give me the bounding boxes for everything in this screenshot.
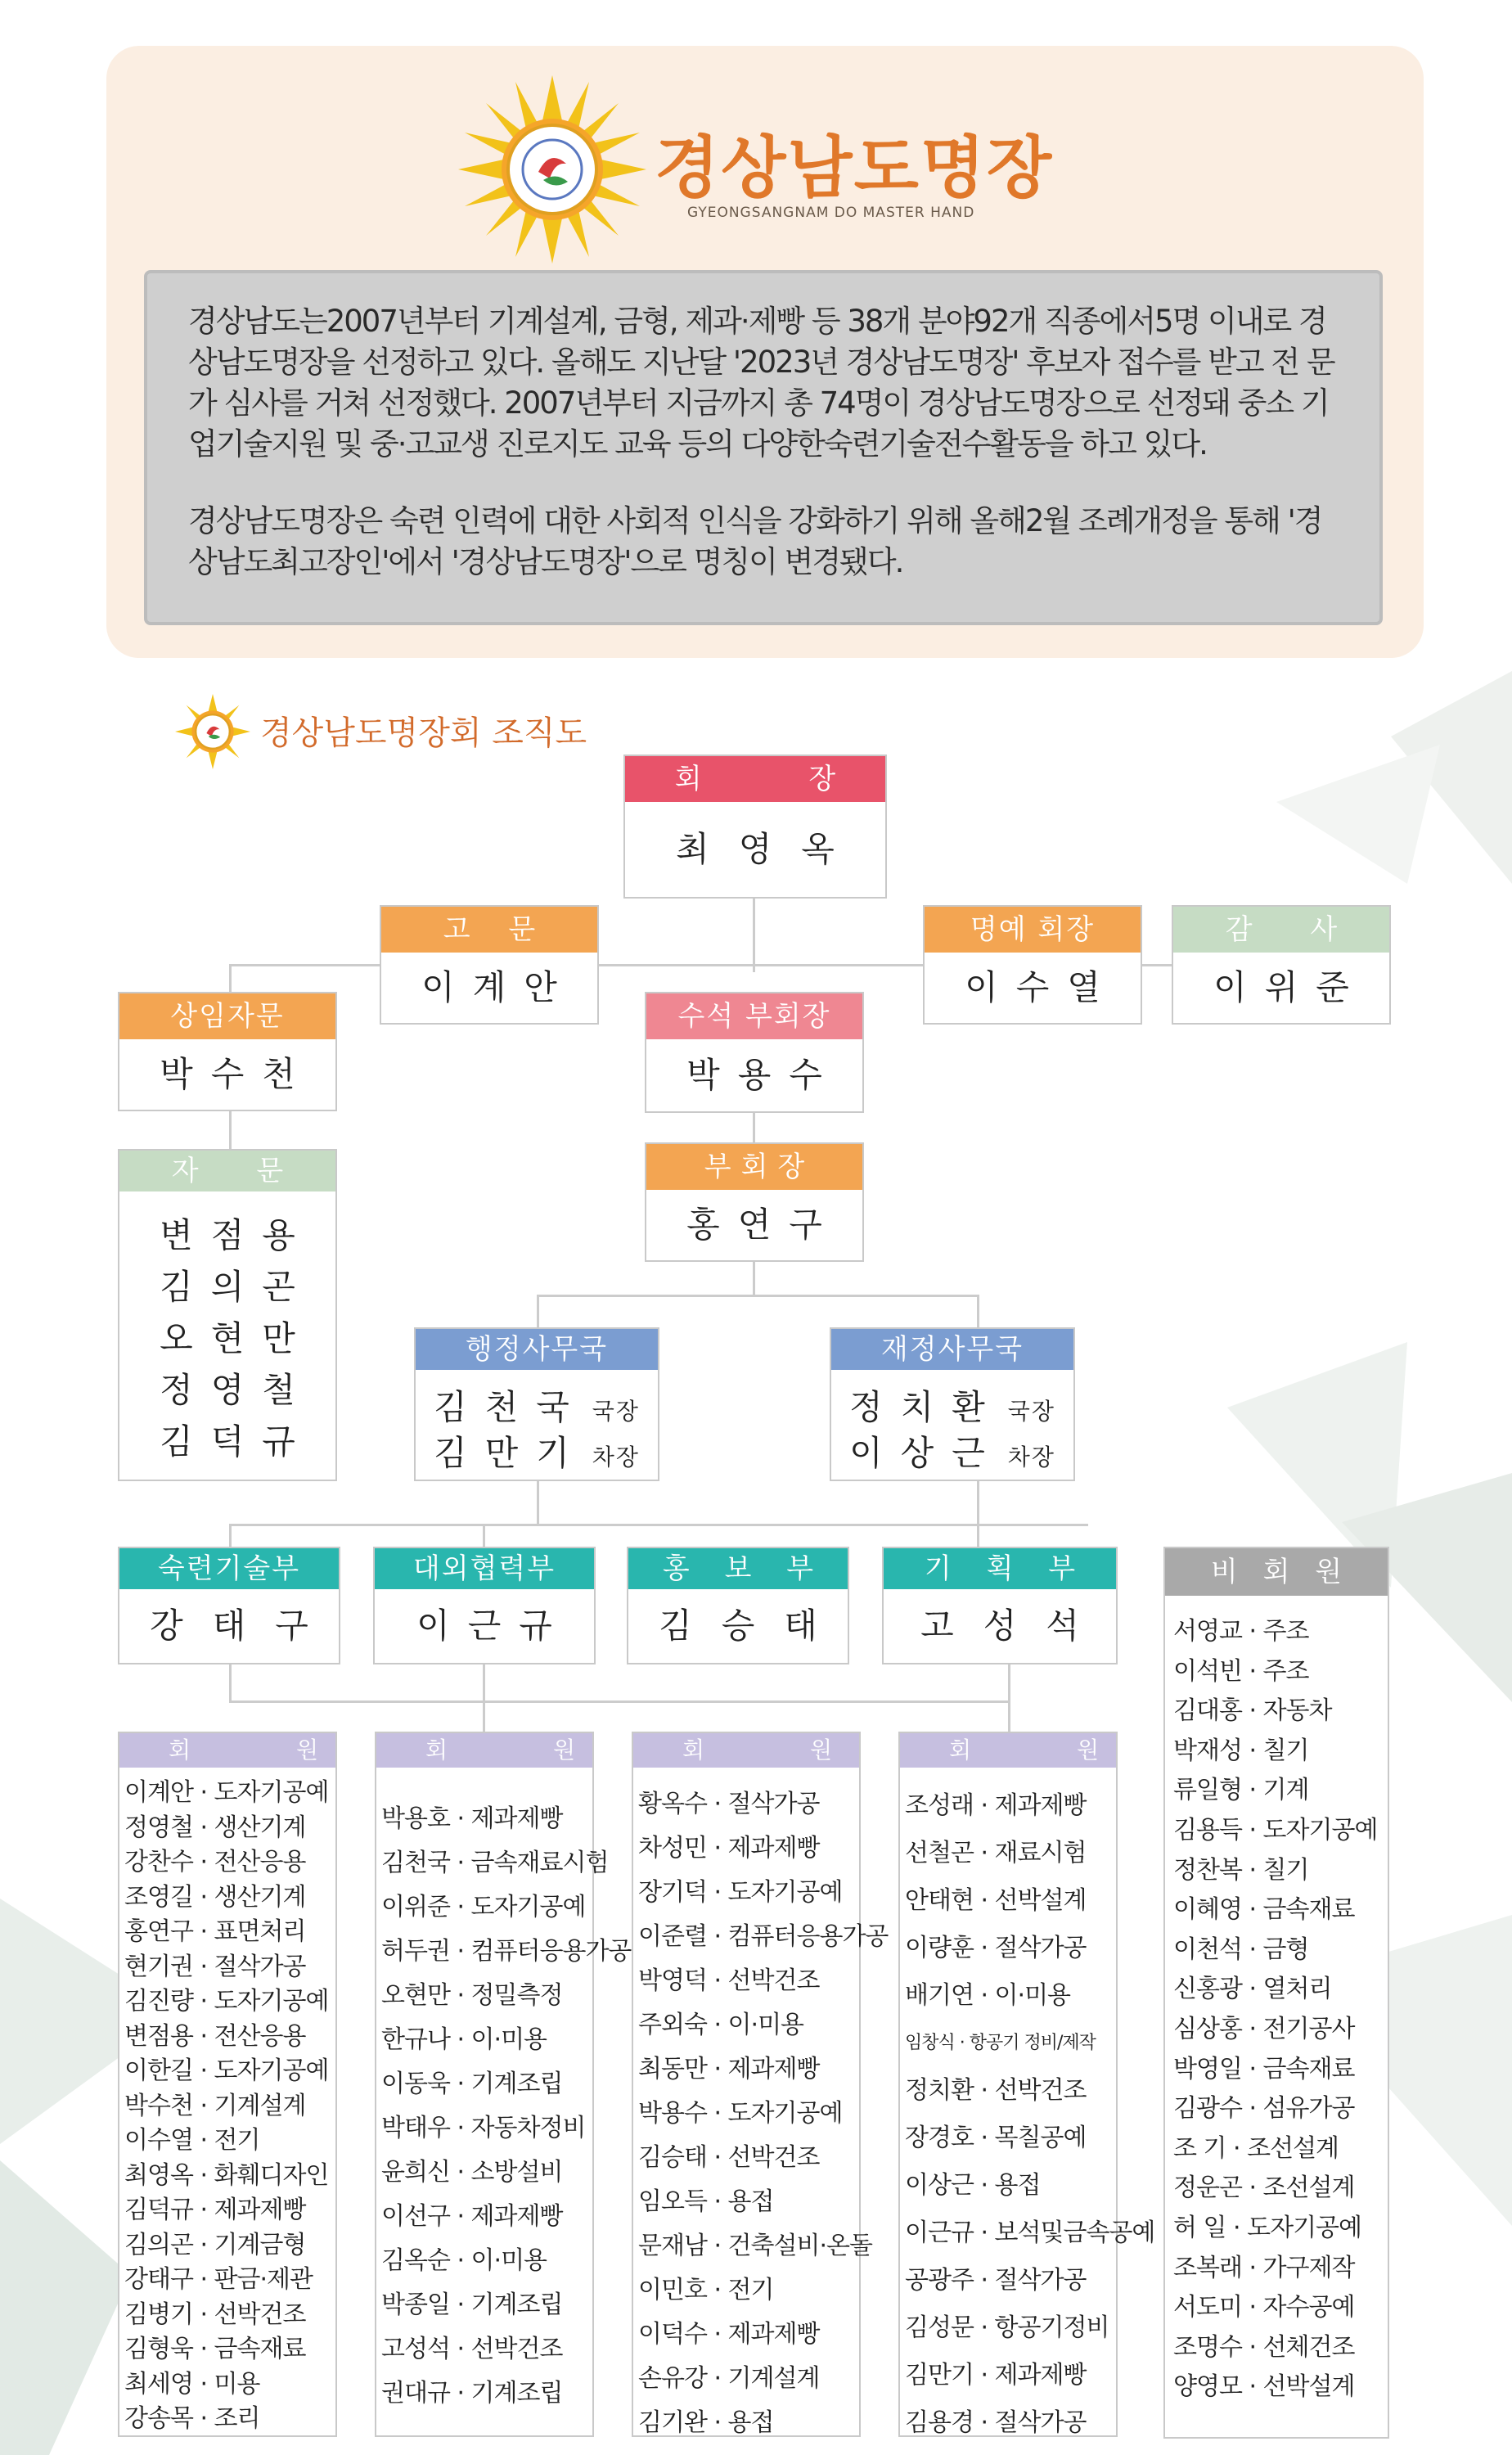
advisor-box — [380, 905, 599, 1025]
counsel-name: 변점용 — [160, 1215, 313, 1255]
member-entry: 주외숙 · 이·미용 — [638, 2011, 804, 2039]
member-entry: 조복래 · 가구제작 — [1173, 2253, 1355, 2282]
admin-office-member — [416, 1385, 658, 1430]
member-entry: 서도미 · 자수공예 — [1173, 2293, 1355, 2322]
member-entry: 김만기 · 제과제빵 — [905, 2361, 1087, 2390]
member-entry: 박용호 · 제과제빵 — [381, 1804, 563, 1833]
member-role: 차장 — [1007, 1444, 1055, 1471]
member-entry: 이위준 · 도자기공예 — [381, 1893, 586, 1921]
auditor-title: 감 사 — [1173, 907, 1389, 953]
member-entry: 배기연 · 이·미용 — [905, 1981, 1071, 2010]
connector-line — [229, 1111, 232, 1151]
member-entry: 이천석 · 금형 — [1173, 1935, 1309, 1964]
member-entry: 허 일 · 도자기공예 — [1173, 2213, 1362, 2242]
counsel-name: 김덕규 — [160, 1421, 313, 1462]
member-entry: 허두권 · 컴퓨터응용가공 — [381, 1937, 632, 1966]
member-entry: 이혜영 · 금속재료 — [1173, 1895, 1355, 1925]
member-entry: 이덕수 · 제과제빵 — [638, 2320, 820, 2349]
members-list — [119, 1776, 335, 2437]
member-entry: 정치환 · 선박건조 — [905, 2076, 1087, 2105]
finance-office-box — [830, 1327, 1075, 1481]
member-entry: 서영교 · 주조 — [1173, 1617, 1309, 1646]
counsel-box — [118, 1149, 337, 1481]
members-column — [118, 1732, 367, 2437]
member-name: 이상근 — [849, 1433, 1003, 1473]
department-head: 김승태 — [659, 1606, 847, 1646]
member-entry: 김형욱 · 금속재료 — [124, 2335, 306, 2363]
small-sun-emblem-icon — [175, 694, 250, 769]
member-entry: 현기권 · 절삭가공 — [124, 1952, 306, 1981]
member-entry: 손유강 · 기계설계 — [638, 2364, 820, 2393]
advisor-name: 이계안 — [421, 967, 575, 1007]
non-members-title: 비 회 원 — [1165, 1548, 1388, 1596]
connector-line — [753, 1260, 755, 1296]
department-head: 강태구 — [150, 1606, 338, 1646]
intro-line: 가 심사를 거쳐 선정했다. 2007년부터 지금까지 총 74명이 경상남도명장으로 선정돼 중소 기 — [188, 385, 1329, 421]
department-box — [882, 1547, 1118, 1664]
finance-office-member — [831, 1430, 1073, 1476]
member-entry: 고성석 · 선박건조 — [381, 2335, 563, 2363]
member-entry: 김옥순 · 이·미용 — [381, 2246, 547, 2275]
member-entry: 김의곤 · 기계금형 — [124, 2230, 306, 2259]
department-title: 숙련기술부 — [119, 1548, 339, 1589]
member-entry: 최동만 · 제과제빵 — [638, 2055, 820, 2083]
member-name: 정치환 — [849, 1387, 1003, 1427]
intro-line: 업기술지원 및 중·고교생 진로지도 교육 등의 다양한숙련기술전수활동을 하고 있다. — [188, 426, 1207, 462]
counsel-name: 정영철 — [160, 1370, 313, 1410]
members-title: 회 원 — [633, 1733, 859, 1768]
finance-office-member — [831, 1385, 1073, 1430]
member-entry: 변점용 · 전산응용 — [124, 2021, 306, 2051]
member-entry: 박종일 · 기계조립 — [381, 2291, 563, 2319]
member-entry: 조명수 · 선체건조 — [1173, 2332, 1355, 2362]
member-entry: 선철곤 · 재료시험 — [905, 1839, 1087, 1867]
member-entry: 정찬복 · 칠기 — [1173, 1855, 1309, 1885]
member-entry: 강찬수 · 전산응용 — [124, 1848, 306, 1876]
members-list — [376, 1797, 632, 2416]
member-entry: 강태구 · 판금·제관 — [124, 2265, 313, 2294]
member-entry: 조영길 · 생산기계 — [124, 1882, 306, 1912]
org-chart-title: 경상남도명장회 조직도 — [260, 714, 587, 752]
member-entry: 박태우 · 자동차정비 — [381, 2114, 586, 2142]
member-entry: 이계안 · 도자기공예 — [124, 1778, 329, 1807]
advisor-title: 고 문 — [381, 907, 597, 953]
member-entry: 박영일 · 금속재료 — [1173, 2054, 1355, 2083]
member-entry: 조 기 · 조선설계 — [1173, 2133, 1339, 2163]
member-entry: 조성래 · 제과제빵 — [905, 1791, 1087, 1820]
intro-text-box — [144, 270, 1383, 625]
connector-line — [1008, 1663, 1010, 1735]
member-entry: 박재성 · 칠기 — [1173, 1736, 1309, 1765]
members-list — [900, 1782, 1155, 2447]
connector-line — [977, 1295, 979, 1329]
member-entry: 정운곤 · 조선설계 — [1173, 2173, 1355, 2203]
vp-name: 홍연구 — [686, 1205, 840, 1245]
member-entry: 이동욱 · 기계조립 — [381, 2070, 563, 2098]
auditor-name: 이위준 — [1213, 967, 1367, 1007]
member-entry: 김덕규 · 제과제빵 — [124, 2196, 306, 2224]
connector-line — [229, 1524, 1088, 1526]
member-entry: 이준렬 · 컴퓨터응용가공 — [638, 1922, 889, 1951]
department-title: 홍 보 부 — [628, 1548, 848, 1589]
honorary-title: 명예 회장 — [925, 907, 1141, 953]
connector-line — [537, 1295, 979, 1297]
department-title: 대외협력부 — [375, 1548, 594, 1589]
admin-office-member — [416, 1430, 658, 1476]
senior-vp-box — [645, 992, 864, 1113]
senior-vp-title: 수석 부회장 — [646, 993, 862, 1039]
member-entry: 이량훈 · 절삭가공 — [905, 1934, 1087, 1962]
member-entry: 윤희신 · 소방설비 — [381, 2158, 563, 2187]
member-entry: 박수천 · 기계설계 — [124, 2091, 306, 2120]
member-entry: 오현만 · 정밀측정 — [381, 1981, 563, 2010]
auditor-box — [1172, 905, 1391, 1025]
members-title: 회 원 — [900, 1733, 1116, 1768]
counsel-title: 자 문 — [119, 1151, 335, 1191]
members-column — [375, 1732, 632, 2437]
president-box — [623, 755, 887, 899]
member-entry: 장기덕 · 도자기공예 — [638, 1878, 843, 1907]
member-entry: 임오득 · 용접 — [638, 2187, 774, 2216]
member-entry: 류일형 · 기계 — [1173, 1776, 1309, 1805]
member-entry: 권대규 · 기계조립 — [381, 2379, 563, 2408]
member-entry: 박용수 · 도자기공예 — [638, 2099, 843, 2128]
member-entry: 최영옥 · 화훼디자인 — [124, 2160, 329, 2190]
member-entry: 김병기 · 선박건조 — [124, 2300, 306, 2329]
member-name: 김만기 — [434, 1433, 587, 1473]
members-column — [632, 1732, 889, 2437]
vp-title: 부회장 — [646, 1144, 862, 1190]
department-box — [118, 1547, 340, 1664]
honorary-president-box — [923, 905, 1142, 1025]
member-entry: 이상근 · 용접 — [905, 2171, 1041, 2200]
member-entry: 임창식 · 항공기 정비/제작 — [905, 2033, 1096, 2053]
department-box — [373, 1547, 596, 1664]
members-title: 회 원 — [119, 1733, 335, 1768]
member-entry: 정영철 · 생산기계 — [124, 1813, 306, 1842]
member-entry: 이민호 · 전기 — [638, 2276, 774, 2304]
connector-line — [537, 1480, 539, 1525]
non-members-list — [1165, 1612, 1388, 2408]
department-head: 이근규 — [416, 1606, 570, 1646]
finance-office-title: 재정사무국 — [831, 1329, 1073, 1370]
member-entry: 김대홍 · 자동차 — [1173, 1696, 1332, 1726]
member-entry: 양영모 · 선박설계 — [1173, 2372, 1355, 2402]
member-entry: 장경호 · 목칠공예 — [905, 2124, 1087, 2152]
member-entry: 김광수 · 섬유가공 — [1173, 2094, 1355, 2124]
member-entry: 이수열 · 전기 — [124, 2126, 260, 2155]
members-list — [633, 1782, 889, 2445]
non-members-column — [1163, 1547, 1389, 2439]
president-name: 최영옥 — [676, 829, 864, 869]
connector-line — [229, 1700, 1010, 1703]
member-entry: 황옥수 · 절삭가공 — [638, 1790, 820, 1818]
vp-box — [645, 1142, 864, 1262]
member-entry: 김승태 · 선박건조 — [638, 2143, 820, 2172]
member-entry: 안태현 · 선박설계 — [905, 1886, 1087, 1915]
intro-line: 경상남도는2007년부터 기계설계, 금형, 제과·제빵 등 38개 분야92개 직종에서5명 이내로 경 — [188, 304, 1326, 339]
intro-line: 상남도최고장인'에서 '경상남도명장'으로 명칭이 변경됐다. — [188, 544, 903, 579]
member-entry: 최세영 · 미용 — [124, 2369, 260, 2399]
member-entry: 김천국 · 금속재료시험 — [381, 1849, 609, 1877]
standing-advisor-name: 박수천 — [160, 1054, 313, 1094]
member-entry: 차성민 · 제과제빵 — [638, 1834, 820, 1863]
member-entry: 이근규 · 보석및금속공예 — [905, 2219, 1155, 2247]
intro-line: 경상남도명장은 숙련 인력에 대한 사회적 인식을 강화하기 위해 올해2월 조례개정을 통해 '경 — [188, 503, 1322, 538]
member-entry: 김성문 · 항공기정비 — [905, 2313, 1109, 2342]
member-entry: 한규나 · 이·미용 — [381, 2025, 547, 2054]
honorary-name: 이수열 — [965, 967, 1118, 1007]
member-entry: 김용경 · 절삭가공 — [905, 2408, 1087, 2437]
standing-advisor-title: 상임자문 — [119, 993, 335, 1039]
member-entry: 심상홍 · 전기공사 — [1173, 2014, 1355, 2043]
member-entry: 문재남 · 건축설비·온돌 — [638, 2232, 872, 2260]
department-box — [627, 1547, 849, 1664]
member-role: 차장 — [592, 1444, 640, 1471]
counsel-name: 오현만 — [160, 1318, 313, 1358]
member-entry: 김기완 · 용접 — [638, 2408, 774, 2437]
department-title: 기 획 부 — [884, 1548, 1116, 1589]
member-entry: 이선구 · 제과제빵 — [381, 2202, 563, 2231]
admin-office-box — [414, 1327, 659, 1481]
standing-advisor-box — [118, 992, 337, 1111]
member-entry: 신홍광 · 열처리 — [1173, 1975, 1332, 2004]
member-entry: 이한길 · 도자기공예 — [124, 2056, 329, 2085]
members-title: 회 원 — [376, 1733, 592, 1768]
member-entry: 김용득 · 도자기공예 — [1173, 1815, 1378, 1845]
admin-office-title: 행정사무국 — [416, 1329, 658, 1370]
connector-line — [977, 1480, 979, 1525]
department-head: 고성석 — [920, 1606, 1109, 1646]
member-name: 김천국 — [434, 1387, 587, 1427]
president-title: 회 장 — [625, 756, 885, 802]
intro-paragraph-2 — [188, 501, 1348, 583]
member-entry: 강송목 · 조리 — [124, 2404, 260, 2433]
member-entry: 박영덕 · 선박건조 — [638, 1966, 820, 1995]
member-entry: 김진량 · 도자기공예 — [124, 1987, 329, 2016]
connector-line — [229, 1663, 232, 1702]
connector-line — [537, 1295, 539, 1329]
intro-paragraph-1 — [188, 301, 1348, 465]
connector-line — [753, 899, 755, 972]
counsel-name: 김의곤 — [160, 1267, 313, 1307]
connector-line — [753, 1113, 755, 1142]
logo-subtitle: GYEONGSANGNAM DO MASTER HAND — [687, 205, 975, 221]
sun-emblem-icon — [458, 75, 646, 264]
senior-vp-name: 박용수 — [686, 1055, 840, 1095]
member-entry: 이석빈 · 주조 — [1173, 1656, 1309, 1686]
connector-line — [229, 964, 232, 993]
member-role: 국장 — [592, 1398, 640, 1425]
intro-line: 상남도명장을 선정하고 있다. 올해도 지난달 '2023년 경상남도명장' 후보자 접수를 받고 전 문 — [188, 345, 1334, 380]
member-entry: 홍연구 · 표면처리 — [124, 1917, 306, 1946]
logo-title: 경상남도명장 — [655, 129, 1054, 207]
member-role: 국장 — [1007, 1398, 1055, 1425]
member-entry: 공광주 · 절삭가공 — [905, 2266, 1087, 2295]
members-column — [898, 1732, 1155, 2437]
connector-line — [483, 1663, 485, 1735]
